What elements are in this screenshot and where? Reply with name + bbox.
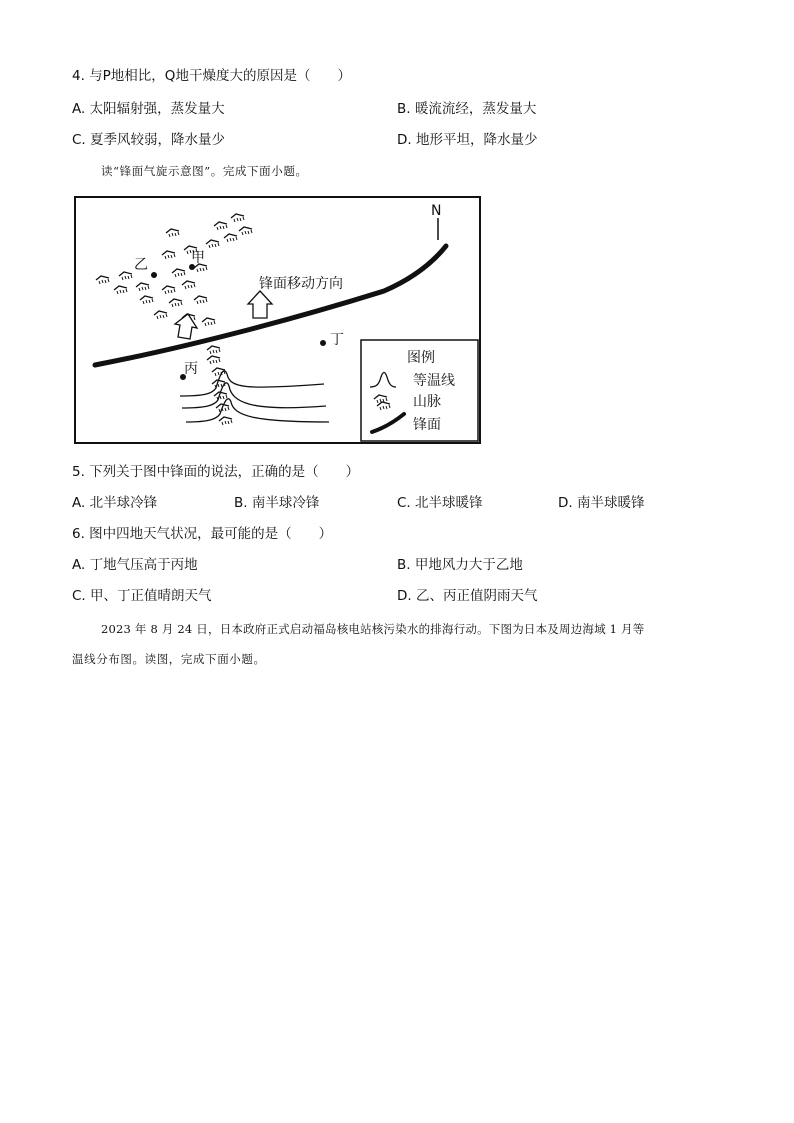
q4-option-c: C. 夏季风较弱，降水量少 bbox=[72, 132, 226, 148]
front-movement-label: 锋面移动方向 bbox=[259, 276, 343, 292]
label-yi: 乙 bbox=[134, 257, 148, 273]
q5-option-c: C. 北半球暖锋 bbox=[397, 495, 483, 511]
legend bbox=[361, 340, 478, 441]
q6-option-c: C. 甲、丁正值晴朗天气 bbox=[72, 588, 212, 604]
q6-option-d: D. 乙、丙正值阴雨天气 bbox=[397, 588, 538, 604]
q5-option-b: B. 南半球冷锋 bbox=[234, 495, 320, 511]
q4-stem: 4. 与P地相比，Q地干燥度大的原因是（ ） bbox=[72, 68, 351, 84]
legend-isotherm-label: 等温线 bbox=[413, 373, 455, 389]
next-intro-line-2: 温线分布图。读图，完成下面小题。 bbox=[72, 652, 266, 666]
label-jia: 甲 bbox=[191, 250, 205, 266]
q4-option-b: B. 暖流流经，蒸发量大 bbox=[397, 101, 537, 117]
frontal-cyclone-figure bbox=[74, 196, 481, 444]
legend-mountain-label: 山脉 bbox=[413, 394, 441, 410]
legend-front-label: 锋面 bbox=[413, 417, 441, 433]
q5-stem: 5. 下列关于图中锋面的说法，正确的是（ ） bbox=[72, 464, 360, 480]
legend-title: 图例 bbox=[407, 350, 435, 366]
label-ding: 丁 bbox=[330, 332, 344, 348]
q4-option-d: D. 地形平坦，降水量少 bbox=[397, 132, 538, 148]
point-ding bbox=[320, 340, 326, 346]
label-bing: 丙 bbox=[184, 361, 198, 377]
point-yi bbox=[151, 272, 157, 278]
q6-option-a: A. 丁地气压高于丙地 bbox=[72, 557, 198, 573]
q6-stem: 6. 图中四地天气状况，最可能的是（ ） bbox=[72, 526, 333, 542]
figure-intro: 读“锋面气旋示意图”。完成下面小题。 bbox=[101, 164, 308, 178]
next-intro-line-1: 2023 年 8 月 24 日，日本政府正式启动福岛核电站核污染水的排海行动。下图为日本及周边海域 1 月等 bbox=[101, 622, 645, 636]
q4-option-a: A. 太阳辐射强，蒸发量大 bbox=[72, 101, 225, 117]
q6-option-b: B. 甲地风力大于乙地 bbox=[397, 557, 523, 573]
q5-option-d: D. 南半球暖锋 bbox=[558, 495, 645, 511]
north-label: N bbox=[431, 203, 442, 219]
q5-option-a: A. 北半球冷锋 bbox=[72, 495, 158, 511]
